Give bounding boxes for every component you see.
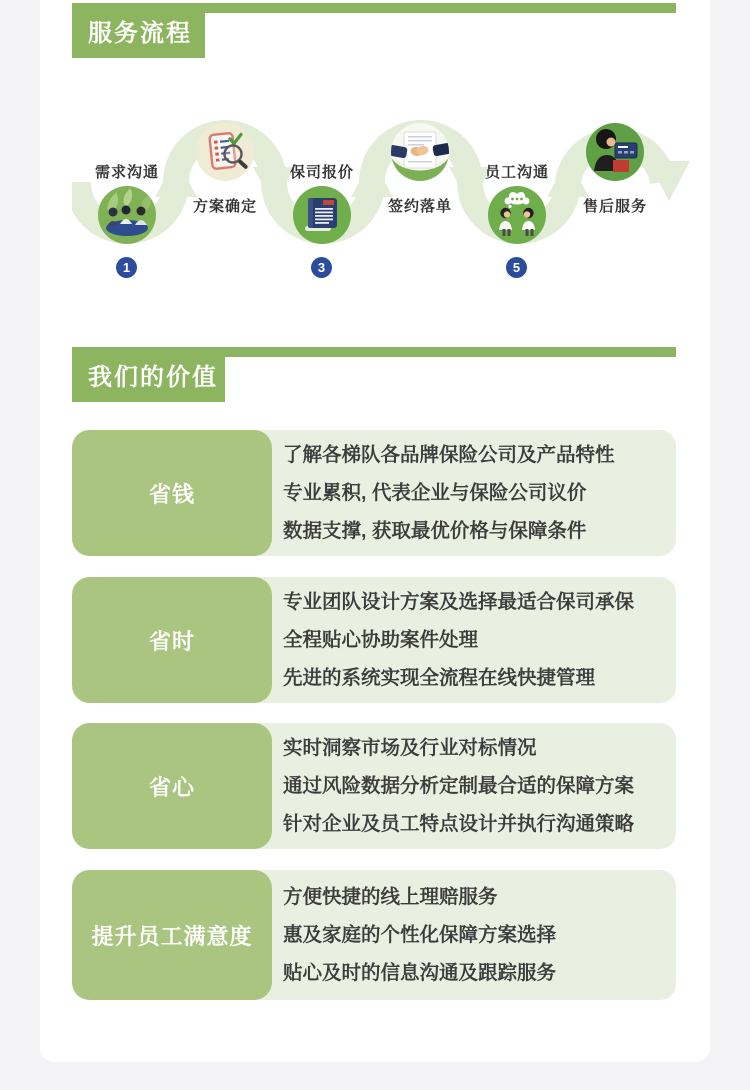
step-label-6: 售后服务 xyxy=(582,198,647,215)
step-label-3: 保司报价 xyxy=(289,164,354,181)
contract-signing-icon xyxy=(391,123,449,181)
step-number-badge: 3 xyxy=(311,257,332,278)
process-flow-diagram xyxy=(72,85,710,297)
step-label-4: 签约落单 xyxy=(387,198,452,215)
step-label-1: 需求沟通 xyxy=(94,164,159,181)
value-card-text xyxy=(283,729,669,843)
value-line: 专业累积, 代表企业与保险公司议价 xyxy=(283,482,587,504)
value-card-label: 省钱 xyxy=(72,430,272,556)
step-label-2: 方案确定 xyxy=(192,198,257,215)
value-card-label: 省时 xyxy=(72,577,272,703)
after-sales-icon xyxy=(586,123,644,181)
step-number-badge: 1 xyxy=(116,257,137,278)
value-line: 专业团队设计方案及选择最适合保司承保 xyxy=(283,591,635,613)
value-card-label: 省心 xyxy=(72,723,272,849)
step-label-5: 员工沟通 xyxy=(484,164,549,181)
employee-communication-icon xyxy=(488,186,546,244)
value-line: 方便快捷的线上理赔服务 xyxy=(283,886,498,908)
value-line: 实时洞察市场及行业对标情况 xyxy=(283,737,537,759)
section-title-process xyxy=(72,3,205,58)
section-title-values xyxy=(72,347,225,402)
value-card-text xyxy=(283,878,669,992)
insurer-quote-icon xyxy=(293,186,351,244)
value-line: 通过风险数据分析定制最合适的保障方案 xyxy=(283,775,635,797)
value-card-save-worry xyxy=(72,723,676,849)
value-line: 先进的系统实现全流程在线快捷管理 xyxy=(283,667,596,689)
value-card-save-time xyxy=(72,577,676,703)
value-card-employee-satisfaction xyxy=(72,870,676,1000)
value-line: 贴心及时的信息沟通及跟踪服务 xyxy=(283,962,557,984)
value-card-save-money xyxy=(72,430,676,556)
value-line: 数据支撑, 获取最优价格与保障条件 xyxy=(283,520,587,542)
content-card xyxy=(40,0,710,1062)
value-card-text xyxy=(283,436,669,550)
process-title-text: 服务流程 xyxy=(88,20,192,47)
step-number-badge: 5 xyxy=(506,257,527,278)
value-card-text xyxy=(283,583,669,697)
value-line: 全程贴心协助案件处理 xyxy=(283,629,479,651)
flow-wave-arrow xyxy=(72,85,710,297)
value-line: 了解各梯队各品牌保险公司及产品特性 xyxy=(283,444,615,466)
plan-confirmation-icon xyxy=(196,123,254,181)
value-card-label: 提升员工满意度 xyxy=(72,870,272,1000)
value-line: 针对企业及员工特点设计并执行沟通策略 xyxy=(283,813,635,835)
value-line: 惠及家庭的个性化保障方案选择 xyxy=(283,924,557,946)
values-title-text: 我们的价值 xyxy=(88,364,218,391)
demand-communication-icon xyxy=(98,186,156,244)
